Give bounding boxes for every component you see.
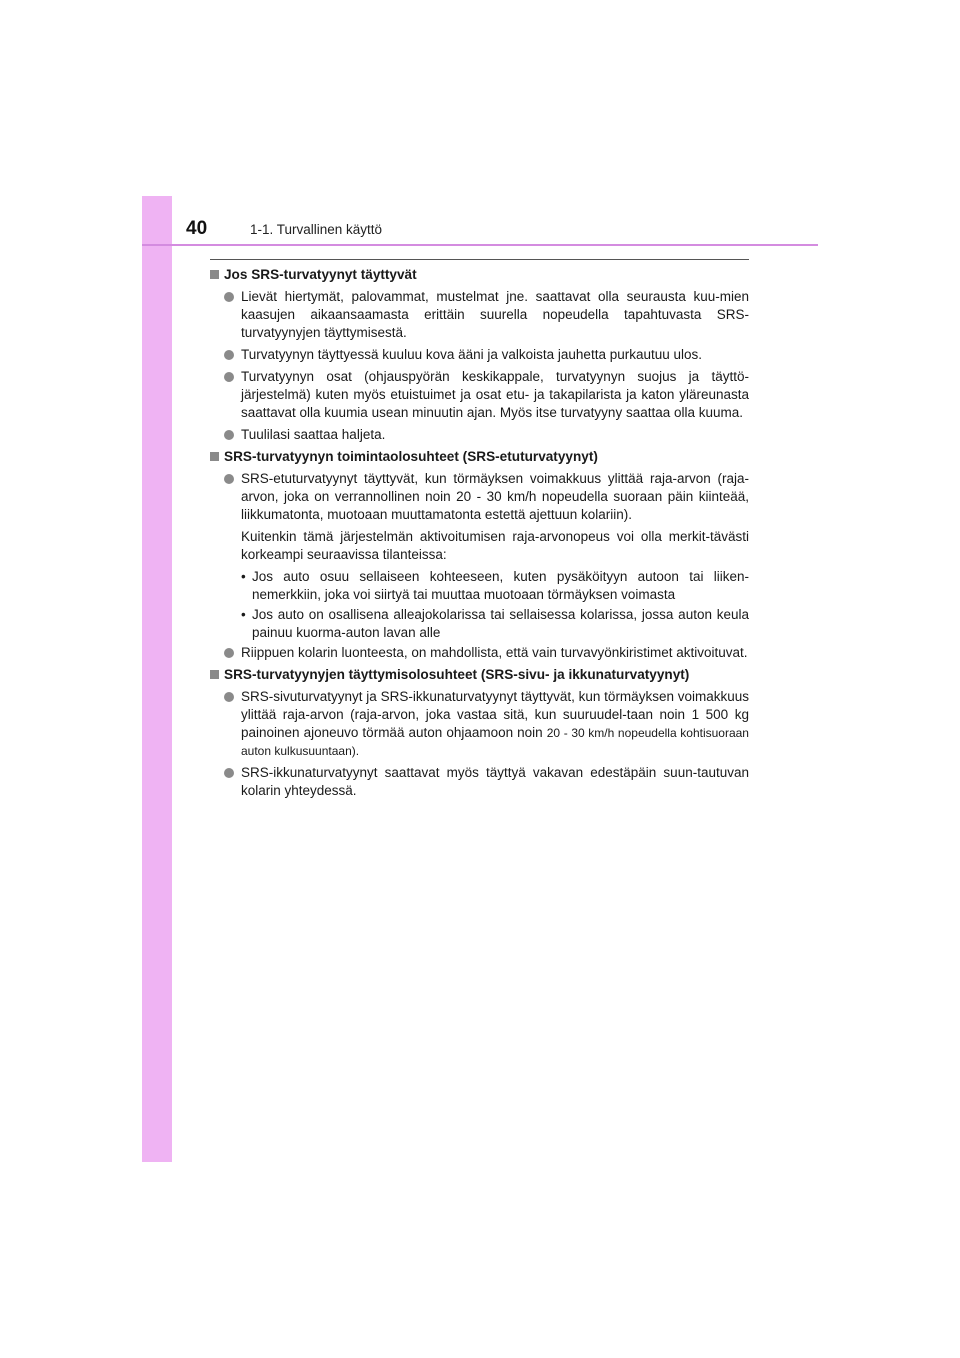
list-item [209, 764, 749, 800]
square-bullet-icon [210, 452, 219, 461]
heading-text: Jos SRS-turvatyynyt täyttyvät [224, 267, 417, 282]
round-bullet-icon [224, 474, 234, 484]
heading-text: SRS-turvatyynyjen täyttymisolosuhteet (SRS-sivu- ja ikkunaturvatyynyt) [224, 667, 690, 682]
list-item [209, 426, 749, 444]
round-bullet-icon [224, 292, 234, 302]
heading-side-curtain-airbag-conditions [209, 666, 749, 684]
chapter-side-tab [142, 196, 172, 1162]
round-bullet-icon [224, 430, 234, 440]
heading-airbags-deploy [209, 266, 749, 284]
sub-list-item [209, 568, 749, 604]
list-item [209, 346, 749, 364]
list-item-text: Riippuen kolarin luonteesta, on mahdollista, että vain turvavyönkiristimet aktivoituvat. [241, 645, 748, 660]
sub-list-item-text: Jos auto on osallisena alleajokolarissa tai sellaisessa kolarissa, jossa auton keula painuu kuorma-auton lavan alle [252, 607, 749, 640]
content-top-rule [210, 259, 749, 260]
list-item-text: Lievät hiertymät, palovammat, mustelmat jne. saattavat olla seurausta kuu-mien kaasujen aikaansaamasta erittäin suurella nopeudella tapahtuvasta SRS-turvatyynyjen täyttymisestä. [241, 289, 749, 340]
heading-front-airbag-conditions [209, 448, 749, 466]
page-number: 40 [186, 218, 208, 239]
sub-list-item [209, 606, 749, 642]
sub-list-item-text: Jos auto osuu sellaiseen kohteeseen, kuten pysäköityyn autoon tai liiken-nemerkkiin, joka voi siirtyä tai muuttaa muotoaan törmäyksen voimasta [252, 569, 749, 602]
list-item-text-small: 20 - 30 km/h nopeudella kohtisuoraan auton kulkusuuntaan). [241, 726, 749, 758]
list-item-text: Tuulilasi saattaa haljeta. [241, 427, 386, 442]
heading-text: SRS-turvatyynyn toimintaolosuhteet (SRS-etuturvatyynyt) [224, 449, 598, 464]
square-bullet-icon [210, 270, 219, 279]
list-item-text: Turvatyynyn täyttyessä kuuluu kova ääni ja valkoista jauhetta purkautuu ulos. [241, 347, 703, 362]
round-bullet-icon [224, 692, 234, 702]
list-item [209, 368, 749, 422]
list-item-text: SRS-etuturvatyynyt täyttyvät, kun törmäyksen voimakkuus ylittää raja-arvon (raja-arvon, joka on verrannollinen noin 20 - 30 km/h nopeudella suoraan päin kiinteää, liikkumatonta, muotoaan muuttamatonta estettä ajettuun kolariin). [241, 471, 749, 522]
page-header [142, 196, 818, 246]
list-item [209, 288, 749, 342]
header-rule [142, 244, 818, 246]
square-bullet-icon [210, 670, 219, 679]
round-bullet-icon [224, 768, 234, 778]
list-item [209, 688, 749, 760]
list-item-text: SRS-ikkunaturvatyynyt saattavat myös täyttyä vakavan edestäpäin suun-tautuvan kolarin yhteydessä. [241, 765, 749, 798]
round-bullet-icon [224, 350, 234, 360]
list-item-text: SRS-sivuturvatyynyt ja SRS-ikkunaturvatyynyt täyttyvät, kun törmäyksen voimakkuus ylittää raja-arvon (raja-arvon, joka vastaa sitä, kun suuruudel-taan noin 1 500 kg painoinen ajoneuvo törmää auton ohjaamoon noin [241, 689, 749, 740]
list-item [209, 644, 749, 662]
paragraph: Kuitenkin tämä järjestelmän aktivoitumisen raja-arvonopeus voi olla merkit-tävästi korkeampi seuraavissa tilanteissa: [241, 529, 749, 562]
round-bullet-icon [224, 648, 234, 658]
small-bullet-icon: • [241, 607, 246, 622]
list-item [209, 470, 749, 524]
round-bullet-icon [224, 372, 234, 382]
page-content [209, 264, 749, 804]
list-item-text: Turvatyynyn osat (ohjauspyörän keskikappale, turvatyynyn suojus ja täyttö-järjestelmä) kuten myös etuistuimet ja osat etu- ja takapilarista ja katon yläreunasta saattavat olla kuumia usean minuutin ajan. Myös itse turvatyyny saattaa olla kuuma. [241, 369, 749, 420]
small-bullet-icon: • [241, 569, 246, 584]
section-title: 1-1. Turvallinen käyttö [250, 222, 383, 237]
